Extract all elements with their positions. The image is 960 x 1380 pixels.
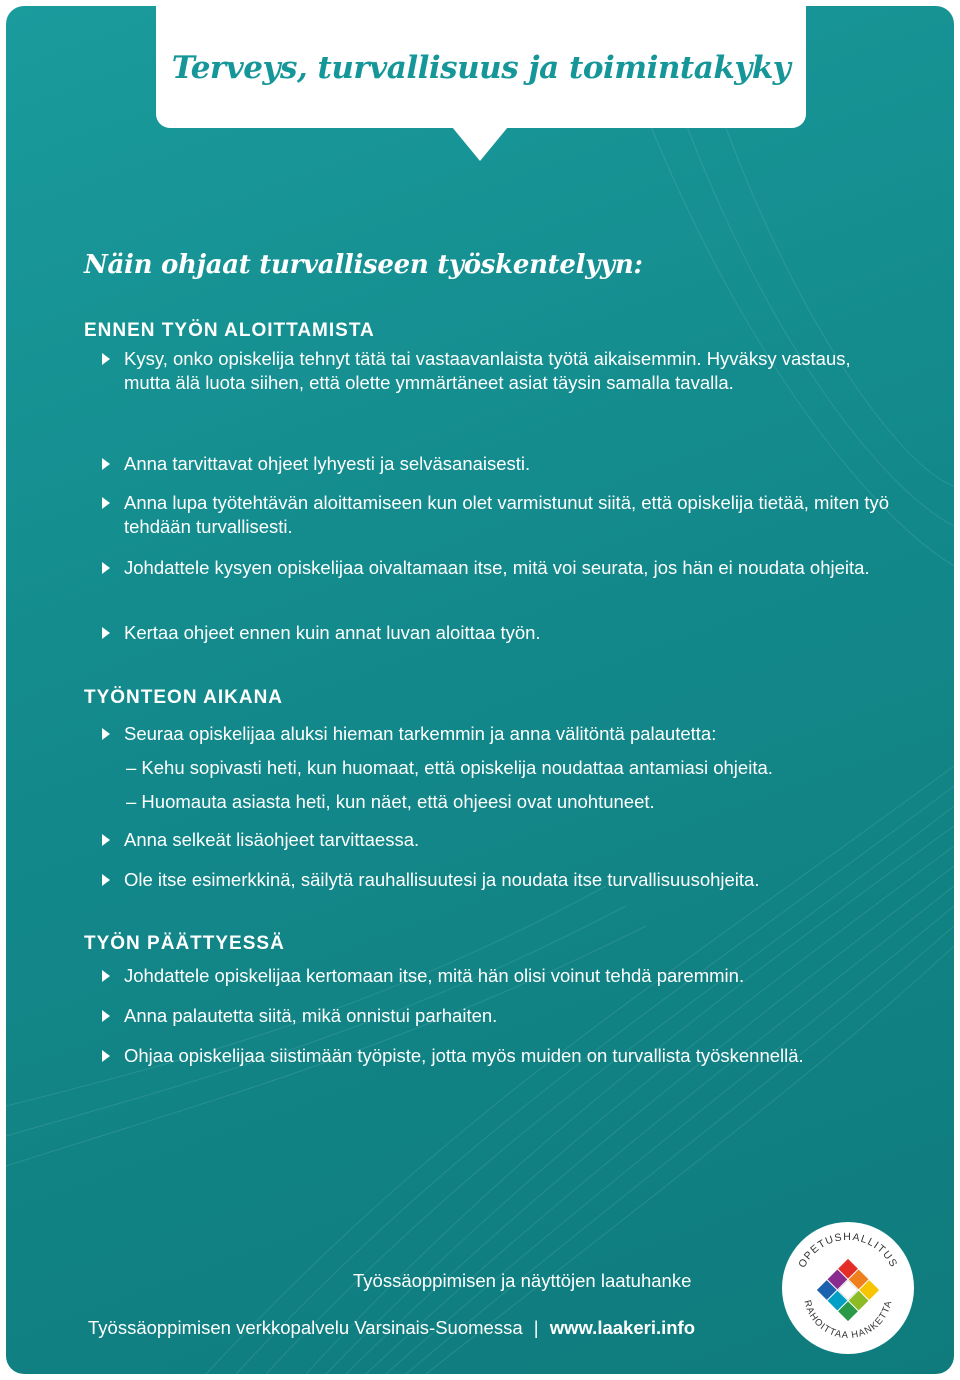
list-item: Johdattele kysyen opiskelijaa oivaltamaan itse, mitä voi seurata, jos hän ei noudata ohjeita.	[124, 556, 899, 580]
sub-list-item: – Huomauta asiasta heti, kun näet, että ohjeesi ovat unohtuneet.	[126, 791, 655, 812]
triangle-bullet-icon	[102, 497, 110, 509]
sub-list-item: – Kehu sopivasti heti, kun huomaat, että opiskelija noudattaa antamiasi ohjeita.	[126, 757, 773, 778]
list-item: Anna palautetta siitä, mikä onnistui parhaiten.	[124, 1004, 899, 1028]
footer-separator: |	[533, 1317, 539, 1338]
list-item: Anna selkeät lisäohjeet tarvittaessa.	[124, 828, 899, 852]
subtitle: Näin ohjaat turvalliseen työskentelyyn:	[84, 250, 643, 280]
list-item: Kertaa ohjeet ennen kuin annat luvan aloittaa työn.	[124, 621, 899, 645]
list-item: Anna lupa työtehtävän aloittamiseen kun olet varmistunut siitä, että opiskelija tietää, miten työ tehdään turvallisesti.	[124, 491, 899, 539]
triangle-bullet-icon	[102, 1010, 110, 1022]
footer-service-name: Työssäoppimisen verkkopalvelu Varsinais-Suomessa	[88, 1317, 523, 1338]
title-banner-pointer	[452, 127, 508, 161]
poster-card	[6, 6, 954, 1374]
list-item: Seuraa opiskelijaa aluksi hieman tarkemmin ja anna välitöntä palautetta:	[124, 722, 899, 746]
list-item: Ole itse esimerkkinä, säilytä rauhallisuutesi ja noudata itse turvallisuusohjeita.	[124, 868, 899, 892]
section-heading-before-work: ENNEN TYÖN ALOITTAMISTA	[84, 320, 375, 341]
triangle-bullet-icon	[102, 458, 110, 470]
triangle-bullet-icon	[102, 1050, 110, 1062]
triangle-bullet-icon	[102, 562, 110, 574]
footer-service	[88, 1317, 695, 1339]
triangle-bullet-icon	[102, 970, 110, 982]
list-item: Ohjaa opiskelijaa siistimään työpiste, jotta myös muiden on turvallista työskennellä.	[124, 1044, 899, 1068]
logo-text-top: OPETUSHALLITUS	[796, 1230, 900, 1270]
page-title: Terveys, turvallisuus ja toimintakyky	[171, 50, 791, 86]
footer-url[interactable]: www.laakeri.info	[549, 1317, 696, 1338]
logo-text-bottom: RAHOITTAA HANKETTA	[801, 1299, 895, 1342]
footer-project: Työssäoppimisen ja näyttöjen laatuhanke	[353, 1270, 692, 1291]
list-item: Kysy, onko opiskelija tehnyt tätä tai vastaavanlaista työtä aikaisemmin. Hyväksy vastaus, mutta älä luota siihen, että olette ymmärtäneet asiat täysin samalla tavalla.	[124, 347, 899, 395]
triangle-bullet-icon	[102, 728, 110, 740]
list-item: Anna tarvittavat ohjeet lyhyesti ja selväsanaisesti.	[124, 452, 899, 476]
triangle-bullet-icon	[102, 874, 110, 886]
opetushallitus-diamond-logo-icon	[778, 1218, 918, 1358]
section-heading-during-work: TYÖNTEON AIKANA	[84, 687, 284, 708]
triangle-bullet-icon	[102, 627, 110, 639]
list-item: Johdattele opiskelijaa kertomaan itse, mitä hän olisi voinut tehdä paremmin.	[124, 964, 899, 988]
triangle-bullet-icon	[102, 834, 110, 846]
triangle-bullet-icon	[102, 353, 110, 365]
section-heading-after-work: TYÖN PÄÄTTYESSÄ	[84, 933, 285, 954]
title-banner	[156, 6, 806, 128]
opetushallitus-logo	[778, 1218, 918, 1358]
